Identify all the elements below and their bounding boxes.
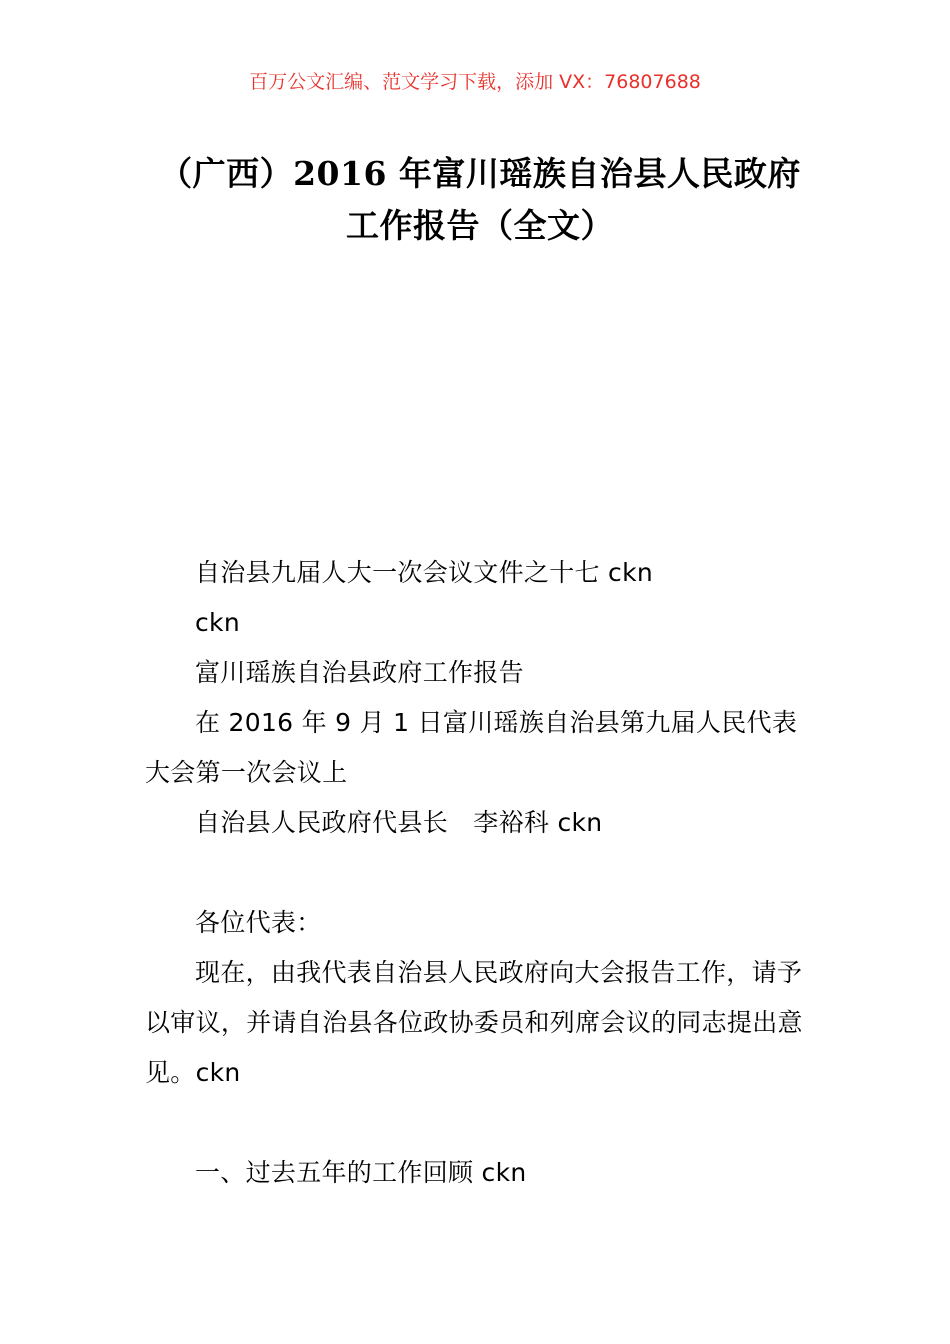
document-body bbox=[145, 548, 810, 1198]
paragraph-meeting-occasion: 在 2016 年 9 月 1 日富川瑶族自治县第九届人民代表大会第一次会议上 bbox=[145, 708, 798, 787]
paragraph-speaker: 自治县人民政府代县长 李裕科 ckn bbox=[195, 808, 603, 837]
paragraph-meeting-document: 自治县九届人大一次会议文件之十七 ckn bbox=[195, 558, 654, 587]
paragraph-spacer bbox=[145, 1098, 810, 1148]
paragraph-salutation: 各位代表： bbox=[195, 908, 322, 937]
title-line-1: （广西）2016 年富川瑶族自治县人民政府 bbox=[159, 154, 801, 193]
paragraph-spacer bbox=[145, 848, 810, 898]
paragraph-ckn: ckn bbox=[195, 608, 240, 637]
section-heading-review: 一、过去五年的工作回顾 ckn bbox=[195, 1158, 527, 1187]
paragraph-report-title: 富川瑶族自治县政府工作报告 bbox=[195, 658, 524, 687]
document-title bbox=[140, 148, 820, 252]
paragraph-opening: 现在，由我代表自治县人民政府向大会报告工作，请予以审议，并请自治县各位政协委员和列席会议的同志提出意见。ckn bbox=[145, 958, 803, 1087]
title-line-2: 工作报告（全文） bbox=[346, 206, 614, 245]
promo-header-note: 百万公文汇编、范文学习下载，添加 VX：76807688 bbox=[249, 71, 701, 93]
